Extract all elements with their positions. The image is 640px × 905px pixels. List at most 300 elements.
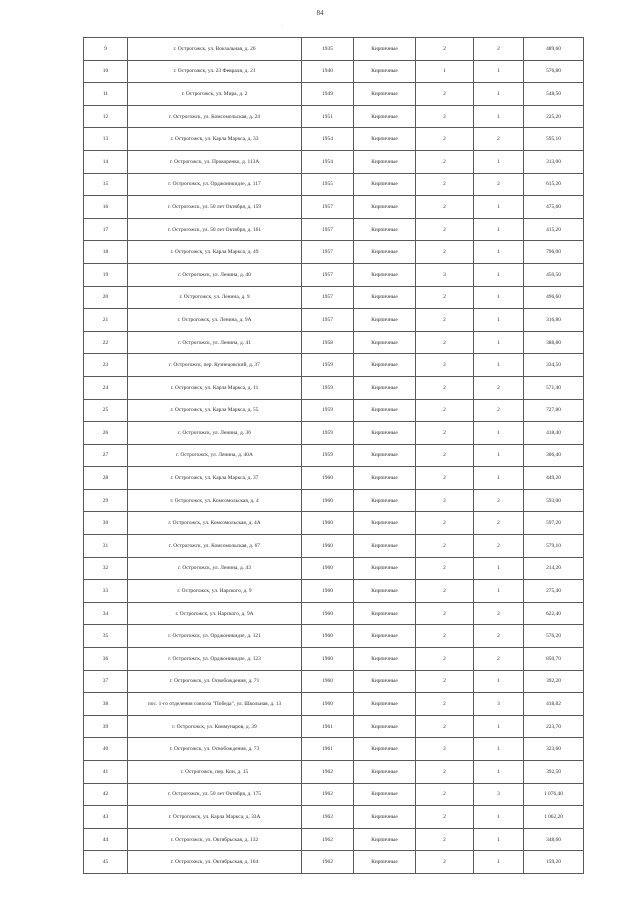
year-built-cell: 1960 [302,693,354,716]
floors-count-cell: 2 [416,557,474,580]
wall-material-cell: Кирпичные [354,38,416,61]
entrances-count-cell: 2 [474,399,524,422]
area-cell: 348,60 [524,828,584,851]
area-cell: 306,40 [524,444,584,467]
row-number-cell: 21 [84,309,128,332]
entrances-count-cell: 1 [474,218,524,241]
table-row [84,512,584,535]
address-cell: г. Острогожск, ул. Ленина, д. 40А [128,444,302,467]
address-cell: г. Острогожск, ул. Орджоникидзе, д. 121 [128,625,302,648]
year-built-cell: 1935 [302,38,354,61]
year-built-cell: 1961 [302,738,354,761]
floors-count-cell: 2 [416,173,474,196]
area-cell: 316,80 [524,309,584,332]
table-body [84,38,584,874]
address-cell: г. Острогожск, ул. Комсомольская, д. 67 [128,535,302,558]
area-cell: 576,80 [524,60,584,83]
row-number-cell: 12 [84,105,128,128]
entrances-count-cell: 2 [474,602,524,625]
address-cell: г. Острогожск, ул. Карла Маркса, д. 33А [128,806,302,829]
year-built-cell: 1959 [302,444,354,467]
floors-count-cell: 2 [416,150,474,173]
address-cell: г. Острогожск, ул. Карла Маркса, д. 33 [128,128,302,151]
floors-count-cell: 2 [416,625,474,648]
entrances-count-cell: 1 [474,105,524,128]
entrances-count-cell: 1 [474,309,524,332]
area-cell: 449,20 [524,467,584,490]
table-row [84,422,584,445]
floors-count-cell: 2 [416,489,474,512]
year-built-cell: 1960 [302,489,354,512]
area-cell: 1 062,20 [524,806,584,829]
floors-count-cell: 2 [416,196,474,219]
wall-material-cell: Кирпичные [354,828,416,851]
address-cell: г. Острогожск, пер. Кон, д. 15 [128,761,302,784]
row-number-cell: 17 [84,218,128,241]
table-row [84,851,584,874]
wall-material-cell: Кирпичные [354,196,416,219]
address-cell: г. Острогожск, ул. Комсомольская, д. 4 [128,489,302,512]
area-cell: 727,80 [524,399,584,422]
area-cell: 159,20 [524,851,584,874]
wall-material-cell: Кирпичные [354,715,416,738]
wall-material-cell: Кирпичные [354,693,416,716]
year-built-cell: 1960 [302,557,354,580]
floors-count-cell: 2 [416,241,474,264]
wall-material-cell: Кирпичные [354,422,416,445]
floors-count-cell: 2 [416,354,474,377]
wall-material-cell: Кирпичные [354,806,416,829]
row-number-cell: 10 [84,60,128,83]
wall-material-cell: Кирпичные [354,173,416,196]
entrances-count-cell: 1 [474,60,524,83]
row-number-cell: 14 [84,150,128,173]
year-built-cell: 1962 [302,851,354,874]
year-built-cell: 1954 [302,128,354,151]
area-cell: 392,20 [524,670,584,693]
area-cell: 1 076,40 [524,783,584,806]
address-cell: г. Острогожск, ул. 50 лет Октября, д. 175 [128,783,302,806]
year-built-cell: 1962 [302,828,354,851]
area-cell: 418,40 [524,422,584,445]
floors-count-cell: 2 [416,422,474,445]
floors-count-cell: 2 [416,105,474,128]
entrances-count-cell: 2 [474,535,524,558]
year-built-cell: 1957 [302,286,354,309]
entrances-count-cell: 2 [474,648,524,671]
wall-material-cell: Кирпичные [354,331,416,354]
row-number-cell: 39 [84,715,128,738]
address-cell: г. Острогожск, ул. Вокзальная, д. 26 [128,38,302,61]
wall-material-cell: Кирпичные [354,580,416,603]
year-built-cell: 1959 [302,354,354,377]
table-row [84,241,584,264]
address-cell: г. Острогожск, ул. 50 лет Октября, д. 161 [128,218,302,241]
entrances-count-cell: 1 [474,467,524,490]
wall-material-cell: Кирпичные [354,738,416,761]
area-cell: 496,60 [524,286,584,309]
row-number-cell: 42 [84,783,128,806]
table-row [84,580,584,603]
housing-registry-table [83,37,584,874]
table-row [84,354,584,377]
row-number-cell: 19 [84,263,128,286]
floors-count-cell: 2 [416,399,474,422]
wall-material-cell: Кирпичные [354,557,416,580]
entrances-count-cell: 1 [474,331,524,354]
entrances-count-cell: 1 [474,354,524,377]
scan-mark: . [282,23,284,28]
row-number-cell: 38 [84,693,128,716]
wall-material-cell: Кирпичные [354,625,416,648]
floors-count-cell: 2 [416,444,474,467]
entrances-count-cell: 2 [474,376,524,399]
address-cell: г. Острогожск, ул. Ленина, д. 9А [128,309,302,332]
floors-count-cell: 1 [416,60,474,83]
wall-material-cell: Кирпичные [354,263,416,286]
area-cell: 214,20 [524,557,584,580]
entrances-count-cell: 2 [474,173,524,196]
table-row [84,218,584,241]
address-cell: г. Острогожск, ул. Нарского, д. 9 [128,580,302,603]
wall-material-cell: Кирпичные [354,128,416,151]
floors-count-cell: 2 [416,828,474,851]
address-cell: г. Острогожск, ул. Ленина, д. 43 [128,557,302,580]
floors-count-cell: 2 [416,851,474,874]
table-row [84,738,584,761]
entrances-count-cell: 1 [474,670,524,693]
year-built-cell: 1959 [302,376,354,399]
entrances-count-cell: 1 [474,806,524,829]
entrances-count-cell: 3 [474,783,524,806]
wall-material-cell: Кирпичные [354,105,416,128]
floors-count-cell: 3 [416,263,474,286]
table-row [84,196,584,219]
entrances-count-cell: 1 [474,263,524,286]
area-cell: 595,10 [524,128,584,151]
row-number-cell: 33 [84,580,128,603]
floors-count-cell: 2 [416,670,474,693]
table-row [84,783,584,806]
floors-count-cell: 2 [416,535,474,558]
row-number-cell: 28 [84,467,128,490]
table-row [84,761,584,784]
address-cell: г. Острогожск, ул. Орджоникидзе, д. 117 [128,173,302,196]
row-number-cell: 30 [84,512,128,535]
year-built-cell: 1957 [302,309,354,332]
entrances-count-cell: 2 [474,128,524,151]
address-cell: г. Острогожск, ул. Ленина, д. 40 [128,263,302,286]
table-row [84,105,584,128]
row-number-cell: 20 [84,286,128,309]
wall-material-cell: Кирпичные [354,218,416,241]
table-row [84,60,584,83]
address-cell: г. Острогожск, ул. Ленина, д. 36 [128,422,302,445]
address-cell: г. Острогожск, пер. Кузнецовский, д. 37 [128,354,302,377]
wall-material-cell: Кирпичные [354,399,416,422]
row-number-cell: 36 [84,648,128,671]
address-cell: г. Острогожск, ул. Карла Маркса, д. 49 [128,241,302,264]
table-row [84,535,584,558]
table-row [84,670,584,693]
row-number-cell: 40 [84,738,128,761]
table-row [84,128,584,151]
year-built-cell: 1940 [302,60,354,83]
area-cell: 475,60 [524,196,584,219]
table-row [84,83,584,106]
wall-material-cell: Кирпичные [354,354,416,377]
wall-material-cell: Кирпичные [354,535,416,558]
entrances-count-cell: 2 [474,512,524,535]
area-cell: 334,50 [524,354,584,377]
year-built-cell: 1957 [302,218,354,241]
table-row [84,263,584,286]
year-built-cell: 1960 [302,535,354,558]
entrances-count-cell: 3 [474,693,524,716]
row-number-cell: 26 [84,422,128,445]
entrances-count-cell: 1 [474,761,524,784]
entrances-count-cell: 1 [474,444,524,467]
year-built-cell: 1961 [302,715,354,738]
wall-material-cell: Кирпичные [354,851,416,874]
row-number-cell: 16 [84,196,128,219]
area-cell: 615,20 [524,173,584,196]
area-cell: 388,80 [524,331,584,354]
row-number-cell: 37 [84,670,128,693]
address-cell: г. Острогожск, ул. 50 лет Октября, д. 159 [128,196,302,219]
year-built-cell: 1962 [302,806,354,829]
address-cell: г. Острогожск, ул. Мира, д. 2 [128,83,302,106]
table-row [84,828,584,851]
table-row [84,286,584,309]
wall-material-cell: Кирпичные [354,241,416,264]
page-number: 84 [316,9,324,17]
wall-material-cell: Кирпичные [354,489,416,512]
row-number-cell: 35 [84,625,128,648]
year-built-cell: 1960 [302,580,354,603]
floors-count-cell: 2 [416,512,474,535]
wall-material-cell: Кирпичные [354,60,416,83]
address-cell: г. Острогожск, ул. Карла Маркса, д. 11 [128,376,302,399]
row-number-cell: 34 [84,602,128,625]
wall-material-cell: Кирпичные [354,309,416,332]
area-cell: 576,20 [524,625,584,648]
floors-count-cell: 2 [416,715,474,738]
row-number-cell: 13 [84,128,128,151]
year-built-cell: 1949 [302,83,354,106]
year-built-cell: 1957 [302,263,354,286]
address-cell: г. Острогожск, ул. Карла Маркса, д. 37 [128,467,302,490]
year-built-cell: 1960 [302,648,354,671]
area-cell: 223,70 [524,715,584,738]
address-cell: г. Острогожск, ул. Прокоренко, д. 113А [128,150,302,173]
entrances-count-cell: 1 [474,241,524,264]
address-cell: г. Острогожск, ул. Ленина, д. 9 [128,286,302,309]
year-built-cell: 1959 [302,399,354,422]
table-row [84,376,584,399]
area-cell: 418,82 [524,693,584,716]
table-row [84,444,584,467]
floors-count-cell: 2 [416,761,474,784]
year-built-cell: 1962 [302,783,354,806]
address-cell: г. Острогожск, ул. Октябрьская, д. 164 [128,851,302,874]
address-cell: г. Острогожск, ул. Коммунаров, д. 39 [128,715,302,738]
entrances-count-cell: 1 [474,286,524,309]
address-cell: г. Острогожск, ул. 23 Февраля, д. 21 [128,60,302,83]
area-cell: 489,60 [524,38,584,61]
row-number-cell: 31 [84,535,128,558]
table-row [84,399,584,422]
table-row [84,602,584,625]
floors-count-cell: 2 [416,83,474,106]
area-cell: 548,50 [524,83,584,106]
area-cell: 313,00 [524,150,584,173]
row-number-cell: 27 [84,444,128,467]
year-built-cell: 1957 [302,241,354,264]
entrances-count-cell: 2 [474,38,524,61]
area-cell: 275,40 [524,580,584,603]
entrances-count-cell: 1 [474,196,524,219]
floors-count-cell: 2 [416,783,474,806]
floors-count-cell: 2 [416,693,474,716]
floors-count-cell: 2 [416,218,474,241]
floors-count-cell: 2 [416,286,474,309]
table-row [84,489,584,512]
entrances-count-cell: 1 [474,851,524,874]
floors-count-cell: 2 [416,331,474,354]
address-cell: г. Острогожск, ул. Орджоникидзе, д. 123 [128,648,302,671]
year-built-cell: 1960 [302,670,354,693]
table-row [84,173,584,196]
year-built-cell: 1962 [302,761,354,784]
wall-material-cell: Кирпичные [354,670,416,693]
address-cell: г. Острогожск, ул. Комсомольская, д. 4А [128,512,302,535]
year-built-cell: 1958 [302,331,354,354]
area-cell: 225,20 [524,105,584,128]
floors-count-cell: 2 [416,738,474,761]
address-cell: пос. 1-го отделения совхоза "Победа", ул. Школьная, д. 13 [128,693,302,716]
year-built-cell: 1954 [302,150,354,173]
row-number-cell: 22 [84,331,128,354]
table-row [84,38,584,61]
wall-material-cell: Кирпичные [354,467,416,490]
table-row [84,309,584,332]
year-built-cell: 1955 [302,173,354,196]
area-cell: 579,10 [524,535,584,558]
address-cell: г. Острогожск, ул. Ленина, д. 41 [128,331,302,354]
floors-count-cell: 2 [416,309,474,332]
floors-count-cell: 2 [416,806,474,829]
table-row [84,150,584,173]
row-number-cell: 43 [84,806,128,829]
wall-material-cell: Кирпичные [354,648,416,671]
row-number-cell: 18 [84,241,128,264]
year-built-cell: 1960 [302,512,354,535]
area-cell: 450,50 [524,263,584,286]
entrances-count-cell: 1 [474,828,524,851]
address-cell: г. Острогожск, ул. Освобождения, д. 71 [128,670,302,693]
address-cell: г. Острогожск, ул. Нарского, д. 9А [128,602,302,625]
floors-count-cell: 2 [416,467,474,490]
wall-material-cell: Кирпичные [354,83,416,106]
year-built-cell: 1959 [302,422,354,445]
entrances-count-cell: 1 [474,83,524,106]
address-cell: г. Острогожск, ул. Освобождения, д. 73 [128,738,302,761]
floors-count-cell: 2 [416,602,474,625]
wall-material-cell: Кирпичные [354,761,416,784]
table-row [84,806,584,829]
area-cell: 593,00 [524,489,584,512]
entrances-count-cell: 2 [474,625,524,648]
entrances-count-cell: 1 [474,150,524,173]
table-row [84,625,584,648]
year-built-cell: 1960 [302,625,354,648]
entrances-count-cell: 1 [474,580,524,603]
table-row [84,715,584,738]
wall-material-cell: Кирпичные [354,783,416,806]
row-number-cell: 45 [84,851,128,874]
table-row [84,693,584,716]
entrances-count-cell: 1 [474,422,524,445]
row-number-cell: 11 [84,83,128,106]
area-cell: 622,40 [524,602,584,625]
address-cell: г. Острогожск, ул. Комсомольская, д. 24 [128,105,302,128]
area-cell: 796,00 [524,241,584,264]
entrances-count-cell: 1 [474,557,524,580]
row-number-cell: 9 [84,38,128,61]
address-cell: г. Острогожск, ул. Карла Маркса, д. 55 [128,399,302,422]
floors-count-cell: 2 [416,38,474,61]
table-row [84,467,584,490]
area-cell: 850,70 [524,648,584,671]
area-cell: 571,40 [524,376,584,399]
row-number-cell: 32 [84,557,128,580]
area-cell: 415,20 [524,218,584,241]
area-cell: 392,50 [524,761,584,784]
row-number-cell: 23 [84,354,128,377]
wall-material-cell: Кирпичные [354,150,416,173]
year-built-cell: 1951 [302,105,354,128]
table-row [84,648,584,671]
row-number-cell: 29 [84,489,128,512]
floors-count-cell: 2 [416,376,474,399]
year-built-cell: 1960 [302,467,354,490]
area-cell: 597,20 [524,512,584,535]
table-row [84,331,584,354]
floors-count-cell: 2 [416,580,474,603]
wall-material-cell: Кирпичные [354,286,416,309]
entrances-count-cell: 1 [474,715,524,738]
row-number-cell: 44 [84,828,128,851]
wall-material-cell: Кирпичные [354,444,416,467]
entrances-count-cell: 2 [474,489,524,512]
row-number-cell: 15 [84,173,128,196]
entrances-count-cell: 1 [474,738,524,761]
address-cell: г. Острогожск, ул. Октябрьская, д. 132 [128,828,302,851]
year-built-cell: 1957 [302,196,354,219]
row-number-cell: 41 [84,761,128,784]
wall-material-cell: Кирпичные [354,376,416,399]
wall-material-cell: Кирпичные [354,602,416,625]
floors-count-cell: 2 [416,648,474,671]
table-row [84,557,584,580]
wall-material-cell: Кирпичные [354,512,416,535]
year-built-cell: 1960 [302,602,354,625]
floors-count-cell: 2 [416,128,474,151]
area-cell: 323,60 [524,738,584,761]
row-number-cell: 25 [84,399,128,422]
row-number-cell: 24 [84,376,128,399]
